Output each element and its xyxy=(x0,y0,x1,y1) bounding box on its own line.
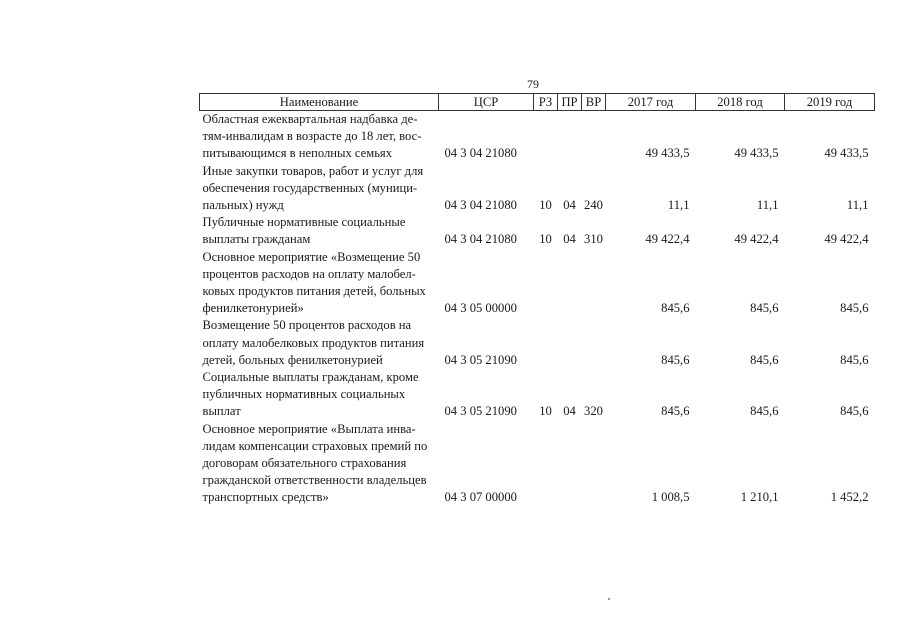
header-2017: 2017 год xyxy=(606,94,696,111)
table-row xyxy=(200,163,875,215)
row-name-line: публичных нормативных социальных xyxy=(202,387,406,402)
row-2018: 845,6 xyxy=(750,352,779,367)
row-name-line: Основное мероприятие «Выплата инва- xyxy=(202,421,416,436)
row-name-line: Социальные выплаты гражданам, кроме xyxy=(202,370,419,385)
row-name xyxy=(200,163,439,215)
row-csr: 04 3 05 00000 xyxy=(444,301,517,316)
row-name-line: питывающимся в неполных семьях xyxy=(202,146,393,161)
scan-speck xyxy=(608,598,610,600)
header-2018: 2018 год xyxy=(696,94,785,111)
row-csr: 04 3 07 00000 xyxy=(444,490,517,505)
row-name-line: выплаты гражданам xyxy=(202,232,311,247)
row-name-line: ковых продуктов питания детей, больных xyxy=(202,284,426,299)
row-name xyxy=(200,214,439,248)
row-2019: 845,6 xyxy=(840,352,869,367)
row-pr xyxy=(558,249,582,318)
row-name-line: процентов расходов на оплату малобел- xyxy=(202,266,416,281)
row-2017: 845,6 xyxy=(661,301,690,316)
header-vr: ВР xyxy=(582,94,606,111)
header-name: Наименование xyxy=(200,94,439,111)
row-2018: 1 210,1 xyxy=(740,490,779,505)
table-row xyxy=(200,317,875,369)
table-row xyxy=(200,369,875,421)
row-rz xyxy=(534,249,558,318)
row-name-line: выплат xyxy=(202,404,241,419)
page-number: 79 xyxy=(527,77,539,91)
row-2017: 845,6 xyxy=(661,352,690,367)
row-csr: 04 3 04 21080 xyxy=(444,146,517,161)
row-name xyxy=(200,421,439,507)
budget-table xyxy=(199,93,875,507)
row-rz: 10 xyxy=(539,404,552,419)
row-csr: 04 3 04 21080 xyxy=(444,232,517,247)
row-rz: 10 xyxy=(539,198,552,213)
row-rz xyxy=(534,317,558,369)
row-csr: 04 3 05 21090 xyxy=(444,404,517,419)
row-name-line: договорам обязательного страхования xyxy=(202,456,407,471)
row-2019: 845,6 xyxy=(840,404,869,419)
row-pr: 04 xyxy=(563,404,576,419)
row-pr xyxy=(558,421,582,507)
row-pr xyxy=(558,111,582,163)
header-rz: РЗ xyxy=(534,94,558,111)
row-name-line: пальных) нужд xyxy=(202,198,284,213)
table-row xyxy=(200,111,875,163)
row-name-line: обеспечения государственных (муници- xyxy=(202,180,418,195)
row-vr: 320 xyxy=(584,404,603,419)
table-row xyxy=(200,249,875,318)
table-body xyxy=(200,111,875,507)
row-pr xyxy=(558,317,582,369)
row-2017: 49 422,4 xyxy=(645,232,690,247)
row-rz xyxy=(534,421,558,507)
table-row xyxy=(200,421,875,507)
row-name-line: детей, больных фенилкетонурией xyxy=(202,352,383,367)
row-vr xyxy=(582,317,606,369)
header-pr: ПР xyxy=(558,94,582,111)
row-name xyxy=(200,317,439,369)
row-2018: 845,6 xyxy=(750,301,779,316)
row-2018: 11,1 xyxy=(756,198,779,213)
row-rz xyxy=(534,111,558,163)
row-2019: 11,1 xyxy=(846,198,869,213)
header-2019: 2019 год xyxy=(785,94,875,111)
row-name-line: Возмещение 50 процентов расходов на xyxy=(202,318,412,333)
row-name-line: оплату малобелковых продуктов питания xyxy=(202,335,425,350)
row-pr: 04 xyxy=(563,198,576,213)
row-name-line: Иные закупки товаров, работ и услуг для xyxy=(202,163,424,178)
row-2018: 49 433,5 xyxy=(734,146,779,161)
row-name xyxy=(200,249,439,318)
row-vr xyxy=(582,421,606,507)
header-csr: ЦСР xyxy=(439,94,534,111)
row-csr: 04 3 05 21090 xyxy=(444,352,517,367)
row-name-line: Публичные нормативные социальные xyxy=(202,215,406,230)
row-name-line: лидам компенсации страховых премий по xyxy=(202,438,428,453)
table-row xyxy=(200,214,875,248)
row-name-line: Областная ежеквартальная надбавка де- xyxy=(202,112,418,126)
row-2018: 49 422,4 xyxy=(734,232,779,247)
row-2019: 49 422,4 xyxy=(824,232,869,247)
row-pr: 04 xyxy=(563,232,576,247)
row-vr xyxy=(582,111,606,163)
row-vr: 240 xyxy=(584,198,603,213)
row-name xyxy=(200,369,439,421)
row-2019: 49 433,5 xyxy=(824,146,869,161)
table-header-row xyxy=(200,94,875,111)
row-2017: 1 008,5 xyxy=(651,490,690,505)
row-2017: 11,1 xyxy=(667,198,690,213)
row-2017: 845,6 xyxy=(661,404,690,419)
row-name-line: Основное мероприятие «Возмещение 50 xyxy=(202,249,421,264)
row-2017: 49 433,5 xyxy=(645,146,690,161)
row-name-line: транспортных средств» xyxy=(202,490,329,505)
row-2018: 845,6 xyxy=(750,404,779,419)
row-name-line: фенилкетонурией» xyxy=(202,301,304,316)
row-name-line: тям-инвалидам в возрасте до 18 лет, вос- xyxy=(202,129,422,144)
row-name xyxy=(200,111,439,163)
row-2019: 845,6 xyxy=(840,301,869,316)
row-vr xyxy=(582,249,606,318)
row-csr: 04 3 04 21080 xyxy=(444,198,517,213)
row-rz: 10 xyxy=(539,232,552,247)
row-name-line: гражданской ответственности владельцев xyxy=(202,473,427,488)
row-2019: 1 452,2 xyxy=(830,490,869,505)
row-vr: 310 xyxy=(584,232,603,247)
